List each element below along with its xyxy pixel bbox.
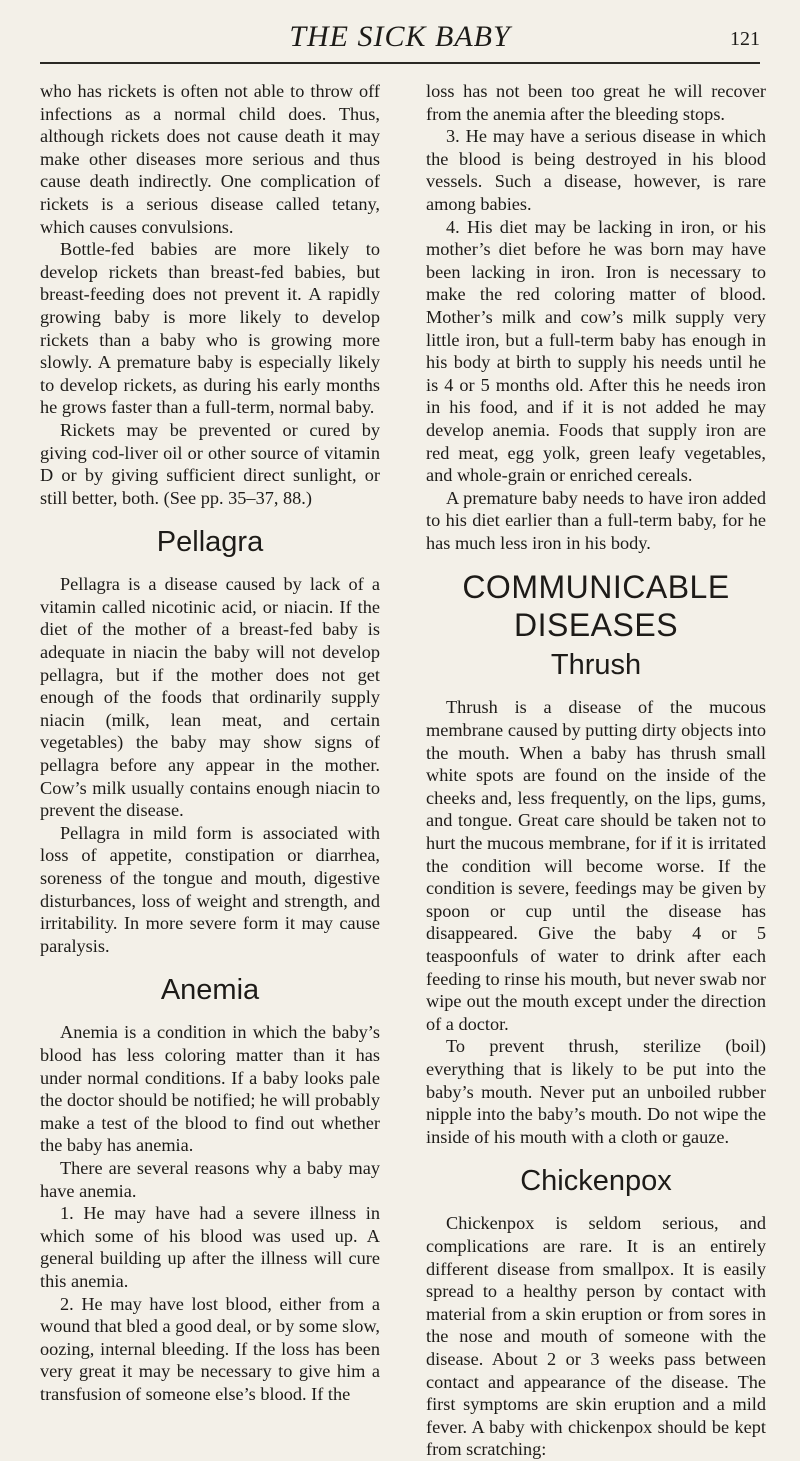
running-title: THE SICK BABY (289, 20, 511, 53)
paragraph: who has rickets is often not able to throw off infections as a normal child does. Thus, although rickets does not cause death it may make other diseases more serious and thus cause death indirectly. One complication of rickets is a serious disease called tetany, which causes convulsions. (40, 81, 380, 237)
paragraph: Rickets may be prevented or cured by giving cod-liver oil or other source of vitamin D or by giving sufficient direct sunlight, or still better, both. (See pp. 35–37, 88.) (40, 419, 380, 508)
paragraph: Bottle-fed babies are more likely to develop rickets than breast-fed babies, but breast-feeding does not prevent it. A rapidly growing baby is more likely to develop rickets than a baby who is growing more slowly. A premature baby is especially likely to develop rickets, as during his early months he grows faster than a full-term, normal baby. (40, 239, 380, 418)
section-heading-anemia: Anemia (160, 974, 260, 1007)
paragraph: Thrush is a disease of the mucous membrane caused by putting dirty objects into the mouth. When a baby has thrush small white spots are found on the inside of the cheeks and, less frequently, on the lips, gums, and tongue. Great care should be taken not to hurt the mucous membrane, for if it is irritated the condition will become worse. If the condition is severe, feedings may be given by spoon or cup until the disease has disappeared. Give the baby 4 or 5 teaspoonfuls of water to drink after each feeding to rinse his mouth, but never swab nor wipe out the mouth except under the direction of a doctor. (426, 697, 766, 1034)
paragraph: 3. He may have a serious disease in which the blood is being destroyed in his blood vessels. Such a disease, however, is rare among babies. (426, 126, 766, 214)
paragraph: loss has not been too great he will recover from the anemia after the bleeding stops. (426, 81, 766, 124)
section-heading-thrush: Thrush (550, 649, 642, 682)
section-heading-chickenpox: Chickenpox (520, 1165, 672, 1198)
paragraph: 2. He may have lost blood, either from a wound that bled a good deal, or by some slow, oozing, internal bleeding. If the loss has been very great it may be necessary to give him a transfusion of someone else’s blood. If the (40, 1293, 380, 1404)
paragraph: 4. His diet may be lacking in iron, or his mother’s diet before he was born may have been lacking in iron. Iron is necessary to make the red coloring matter of blood. Mother’s milk and cow’s milk supply very little iron, but a full-term baby has enough in his body at birth to supply his needs until he is 4 or 5 months old. After this he needs iron in his food, and if it is not added he may develop anemia. Foods that supply iron are red meat, egg yolk, green leafy vegetables, and whole-grain or enriched cereals. (426, 216, 766, 486)
running-head (40, 18, 760, 64)
section-heading-pellagra: Pellagra (156, 526, 264, 559)
page-number: 121 (730, 28, 760, 50)
paragraph: There are several reasons why a baby may have anemia. (40, 1157, 380, 1201)
paragraph: Pellagra is a disease caused by lack of a vitamin called nicotinic acid, or niacin. If the diet of the mother of a breast-fed baby is adequate in niacin the baby will not develop pellagra, but if the mother does not get enough of the foods that ordinarily supply niacin (milk, lean meat, and certain vegetables) the baby may show signs of pellagra before any appear in the mother. Cow’s milk usually contains enough niacin to prevent the disease. (40, 574, 380, 821)
paragraph: Chickenpox is seldom serious, and complications are rare. It is an entirely different disease from smallpox. It is easily spread to a healthy person by contact with material from a skin eruption or from sores in the nose and mouth of someone with the disease. About 2 or 3 weeks pass between contact and appearance of the disease. The first symptoms are skin eruption and a mild fever. A baby with chickenpox should be kept from scratching: (426, 1213, 766, 1460)
paragraph: Pellagra in mild form is associated with loss of appetite, constipation or diarrhea, soreness of the tongue and mouth, digestive disturbances, loss of weight and strength, and irritability. In more severe form it may cause paralysis. (40, 822, 380, 956)
paragraph: Anemia is a condition in which the baby’s blood has less coloring matter than it has under normal conditions. If a baby looks pale the doctor should be notified; he will probably make a test of the blood to find out whether the baby has anemia. (40, 1022, 380, 1156)
paragraph: A premature baby needs to have iron added to his diet earlier than a full-term baby, for he has much less iron in his body. (426, 487, 766, 553)
paragraph: 1. He may have had a severe illness in which some of his blood was used up. A general building up after the illness will cure this anemia. (40, 1203, 380, 1291)
left-column (40, 80, 380, 1405)
right-column (426, 80, 766, 1461)
paragraph: To prevent thrush, sterilize (boil) everything that is likely to be put into the baby’s mouth. Never put an unboiled rubber nipple into the baby’s mouth. Do not wipe the inside of his mouth with a cloth or gauze. (426, 1036, 766, 1147)
chapter-heading-communicable-diseases: COMMUNICABLE DISEASES (462, 569, 730, 644)
